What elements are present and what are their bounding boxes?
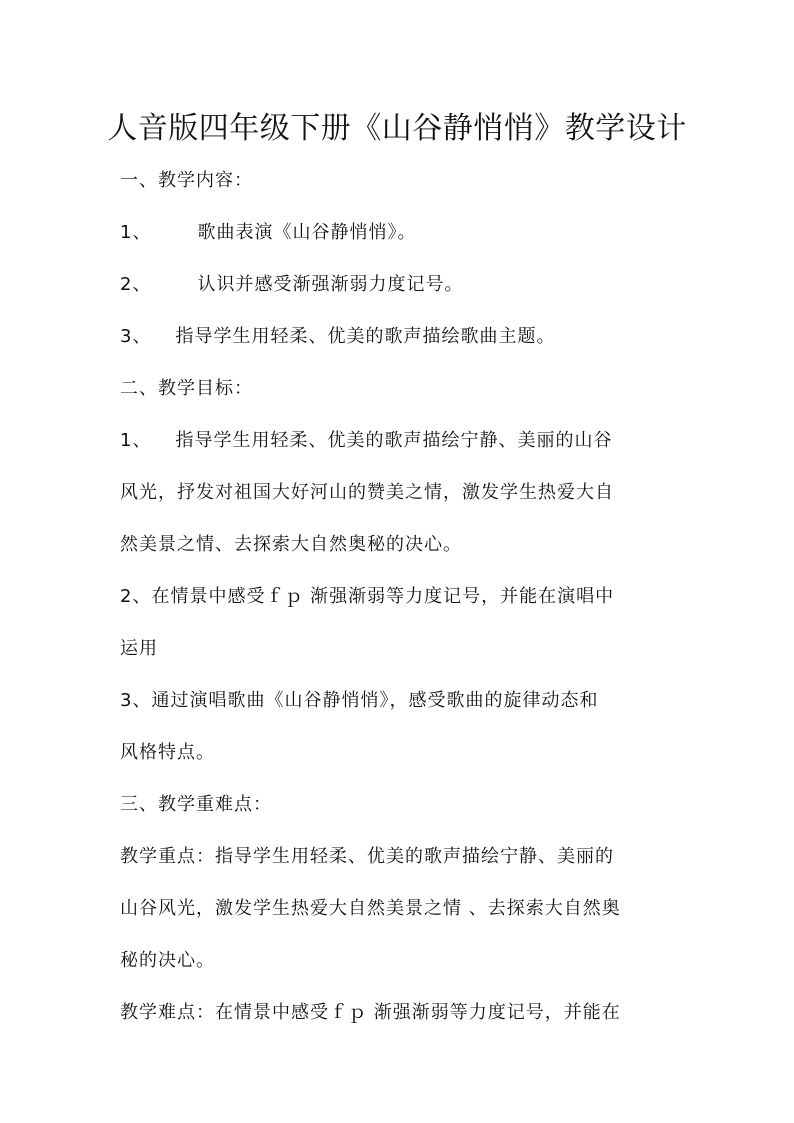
- section-heading-key-points: 三、教学重难点：: [120, 794, 272, 815]
- content-item-3-text: 指导学生用轻柔、优美的歌声描绘歌曲主题。: [175, 326, 556, 347]
- goal-1-number: 1、: [120, 430, 152, 451]
- goal-1-line-1: [120, 426, 612, 452]
- content-item-1: [120, 218, 416, 244]
- key-point-line-2: 山谷风光，激发学生热爱大自然美景之情 、去探索大自然奥: [120, 898, 621, 919]
- document-title: 人音版四年级下册《山谷静悄悄》教学设计: [107, 111, 687, 146]
- goal-3-line-2: 风格特点。: [120, 742, 215, 763]
- goal-2-line-2: 运用: [120, 638, 158, 659]
- content-item-2: [120, 270, 463, 296]
- goal-1-line-2: 风光，抒发对祖国大好河山的赞美之情，激发学生热爱大自: [120, 482, 614, 503]
- goal-1-text: 指导学生用轻柔、优美的歌声描绘宁静、美丽的山谷: [175, 430, 613, 451]
- goal-1-line-3: 然美景之情、去探索大自然奥秘的决心。: [120, 534, 462, 555]
- goal-2-line-1: 2、在情景中感受ｆｐ 渐强渐弱等力度记号，并能在演唱中: [120, 586, 615, 607]
- key-point-line-3: 秘的决心。: [120, 950, 215, 971]
- content-item-3: [120, 322, 555, 348]
- section-heading-content: 一、教学内容：: [120, 170, 253, 191]
- content-item-3-number: 3、: [120, 326, 152, 347]
- goal-3-line-1: 3、通过演唱歌曲《山谷静悄悄》，感受歌曲的旋律动态和: [120, 690, 599, 711]
- key-point-line-1: 教学重点：指导学生用轻柔、优美的歌声描绘宁静、美丽的: [120, 846, 614, 867]
- content-item-1-text: 歌曲表演《山谷静悄悄》。: [197, 222, 417, 243]
- section-heading-goals: 二、教学目标：: [120, 378, 253, 399]
- content-item-1-number: 1、: [120, 222, 152, 243]
- content-item-2-text: 认识并感受渐强渐弱力度记号。: [197, 274, 464, 295]
- content-item-2-number: 2、: [120, 274, 152, 295]
- difficult-point-line-1: 教学难点：在情景中感受ｆｐ 渐强渐弱等力度记号，并能在: [120, 1002, 621, 1023]
